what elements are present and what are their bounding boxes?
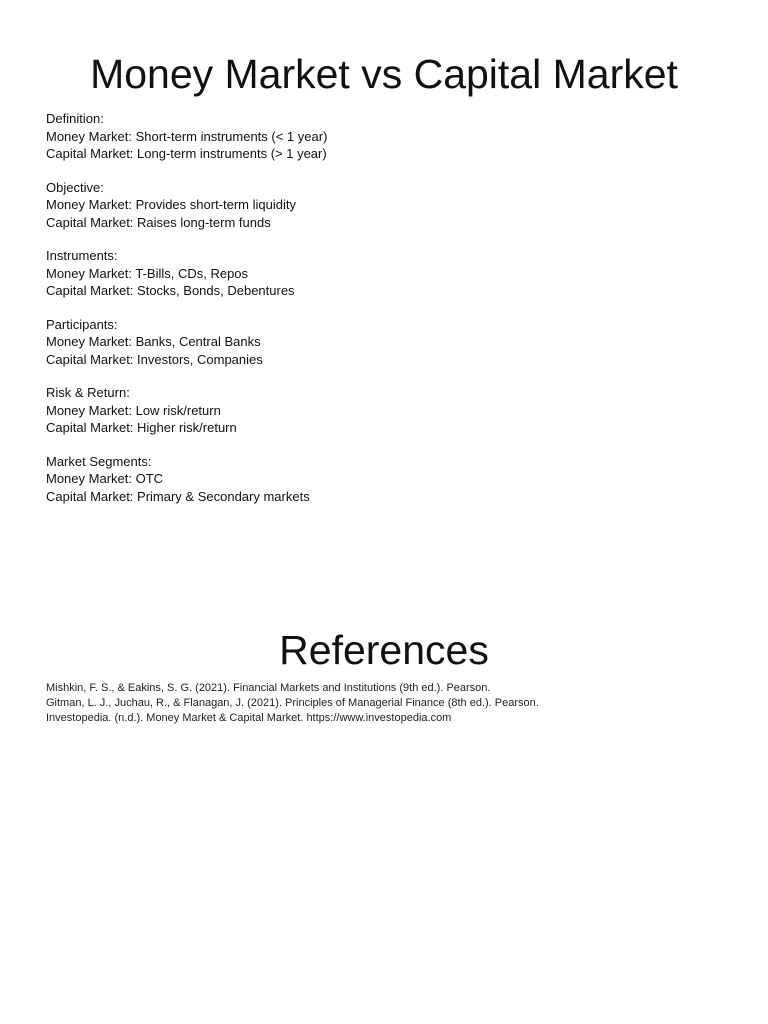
section-heading: Definition: bbox=[46, 111, 104, 126]
section-heading: Instruments: bbox=[46, 248, 118, 263]
reference-item: Gitman, L. J., Juchau, R., & Flanagan, J. (2021). Principles of Managerial Finance (8th ed.). Pearson. bbox=[46, 697, 539, 709]
comparison-sections bbox=[46, 110, 726, 521]
money-market-line: Money Market: Provides short-term liquidity bbox=[46, 197, 296, 212]
money-market-line: Money Market: OTC bbox=[46, 471, 164, 486]
section-instruments bbox=[46, 247, 726, 300]
references-title: References bbox=[279, 627, 489, 673]
section-heading: Risk & Return: bbox=[46, 385, 130, 400]
capital-market-line: Capital Market: Long-term instruments (> 1 year) bbox=[46, 146, 327, 161]
section-risk-return bbox=[46, 384, 726, 437]
section-participants bbox=[46, 316, 726, 369]
section-heading: Market Segments: bbox=[46, 453, 152, 469]
capital-market-line: Capital Market: Investors, Companies bbox=[46, 351, 263, 367]
section-heading: Participants: bbox=[46, 316, 118, 332]
money-market-line: Money Market: Short-term instruments (< 1 year) bbox=[46, 128, 328, 144]
capital-market-line: Capital Market: Stocks, Bonds, Debentures bbox=[46, 283, 295, 298]
reference-item: Investopedia. (n.d.). Money Market & Capital Market. https://www.investopedia.com bbox=[46, 712, 452, 724]
money-market-line: Money Market: T-Bills, CDs, Repos bbox=[46, 265, 249, 281]
capital-market-line: Capital Market: Primary & Secondary markets bbox=[46, 488, 310, 504]
section-objective bbox=[46, 179, 726, 232]
money-market-line: Money Market: Low risk/return bbox=[46, 402, 221, 418]
section-heading: Objective: bbox=[46, 179, 104, 195]
money-market-line: Money Market: Banks, Central Banks bbox=[46, 334, 261, 349]
references-list bbox=[46, 681, 736, 726]
page-title: Money Market vs Capital Market bbox=[90, 51, 678, 97]
reference-item: Mishkin, F. S., & Eakins, S. G. (2021). Financial Markets and Institutions (9th ed.). Pearson. bbox=[46, 682, 491, 694]
capital-market-line: Capital Market: Raises long-term funds bbox=[46, 214, 271, 230]
section-market-segments bbox=[46, 453, 726, 506]
section-definition bbox=[46, 110, 726, 163]
capital-market-line: Capital Market: Higher risk/return bbox=[46, 420, 237, 435]
